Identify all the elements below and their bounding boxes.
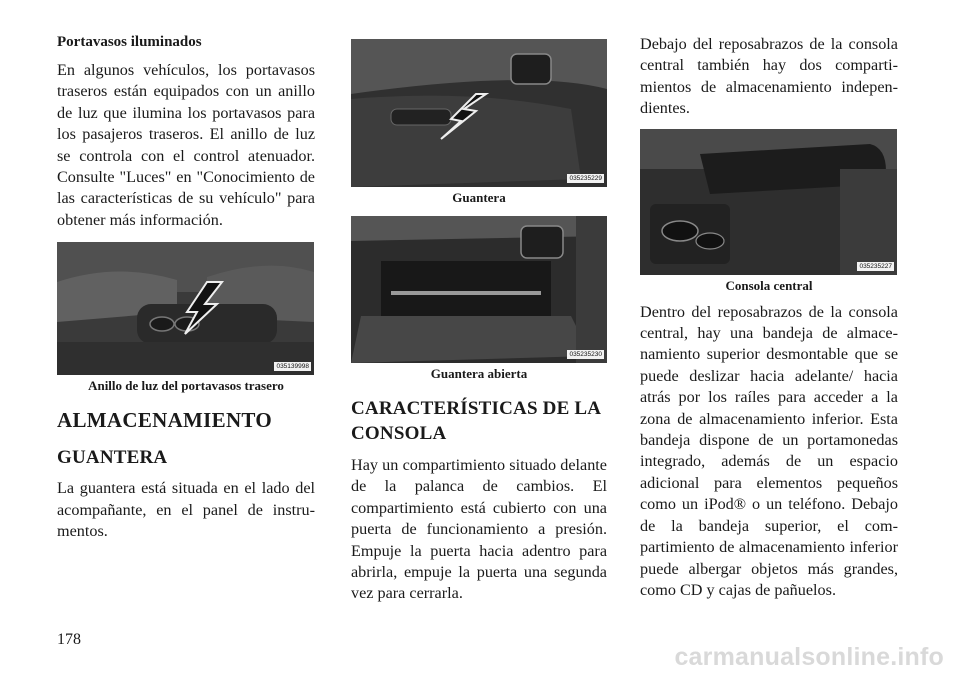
section-title-console: CARACTERÍSTICAS DE LA CONSOLA: [351, 398, 601, 444]
console-paragraph: Hay un compartimiento situado delante de la palanca de cambios. El compartimiento está cubierto con una puerta de funcionamiento a presión. Empuje la puerta hacia adentro para abrirla, empuje la puerta una segunda vez para cerrarla.: [351, 456, 607, 603]
subsection-title-glovebox: GUANTERA: [57, 447, 168, 469]
figure-caption: Guantera: [452, 190, 506, 205]
glovebox-paragraph: La guantera está situada en el lado del acompañante, en el panel de instrumentos.: [57, 479, 315, 541]
figure-caption: Guantera abierta: [430, 366, 528, 381]
figure-code: 035235227: [859, 262, 892, 270]
glovebox-photo: [351, 39, 607, 187]
figure-code: 035235230: [569, 351, 602, 358]
tray-paragraph: Dentro del reposabrazos de la consola central, hay una bandeja de almacenamiento superior desmontable que se puede deslizar hacia adelante/ hacia atrás por los raíles para acceder a la zona de almacenamiento inferior. Esta bandeja dispone de un portamonedas integrado, además de un espacio adicional para elementos pequeños como un iPod® o un teléfono. Debajo de la bandeja superior, el compartimiento de almacenamiento inferior puede albergar objetos más grandes, como CD y cajas de pañuelos.: [640, 302, 898, 599]
figure-code: 035235229: [569, 175, 602, 182]
page-number: 178: [57, 631, 81, 648]
figure-code: 035139998: [276, 363, 309, 371]
figure-caption: Consola central: [725, 277, 813, 293]
column-right: [640, 34, 898, 601]
column-middle: [351, 39, 607, 605]
armrest-intro-paragraph: Debajo del reposabrazos de la consola central también hay dos compartimientos de almacenamiento independientes.: [640, 35, 898, 118]
watermark: carmanualsonline.info: [674, 643, 944, 671]
glovebox-open-photo: [351, 216, 607, 363]
cupholder-heading: Portavasos iluminados: [57, 34, 202, 50]
column-left: [57, 34, 315, 542]
rear-cupholder-photo: [57, 242, 314, 375]
figure-caption: Anillo de luz del portavasos trasero: [88, 378, 284, 394]
center-console-photo: [640, 129, 897, 275]
cupholder-paragraph: En algunos vehículos, los portavasos traseros están equipados con un anillo de luz que ilumina los portavasos para los pasajeros traseros. El anillo de luz se controla con el control atenuador. Consulte "Luces" en "Conocimiento de las características de su vehículo" para obtener más información.: [57, 61, 315, 229]
section-title-storage: ALMACENAMIENTO: [57, 408, 272, 433]
